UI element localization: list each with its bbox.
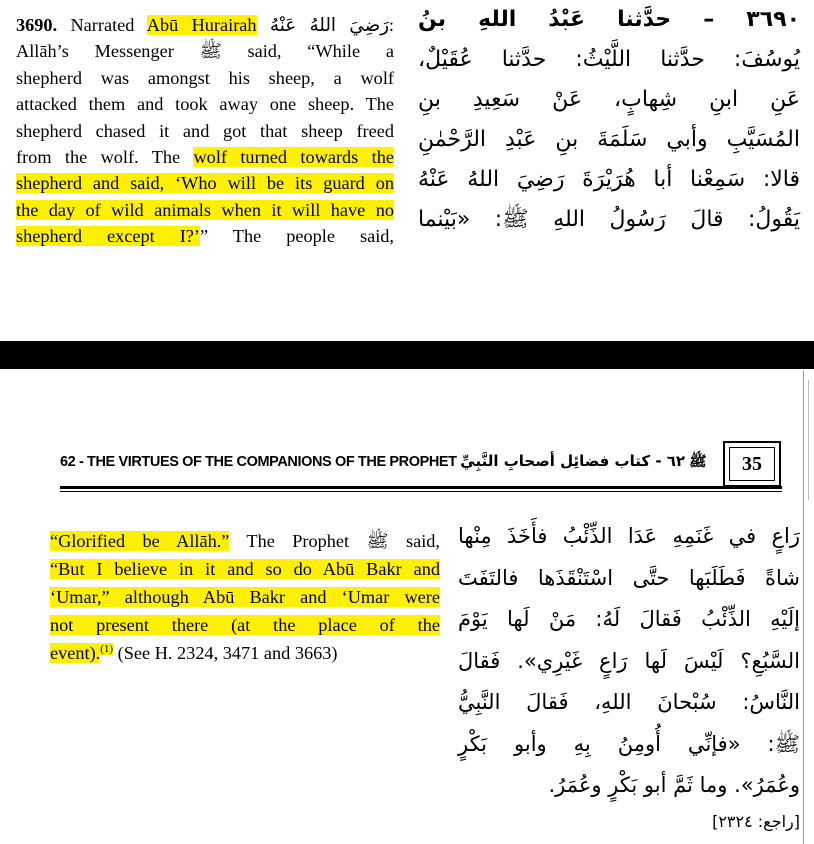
text-segment: from the wolf. The	[16, 147, 194, 168]
highlighted-text: Abū Hurairah	[146, 15, 257, 35]
top-arabic-line-1: ٣٦٩٠ – حدَّثنا عَبْدُ اللهِ بنُ	[418, 7, 800, 32]
top-line-1-rest	[70, 15, 394, 35]
scan-edge-line	[808, 380, 809, 500]
top-english-lines	[16, 38, 394, 249]
top-english-line-6	[16, 144, 394, 170]
top-arabic-line-3: عَنِ ابنِ شِهابٍ، عَنْ سَعِيدِ بنِ	[418, 87, 800, 112]
top-arabic-text	[418, 0, 800, 240]
chapter-header	[60, 452, 707, 474]
top-english-line-1	[16, 12, 394, 38]
highlighted-text: event).	[50, 643, 101, 663]
top-english-line-2	[16, 38, 394, 64]
top-english-line-9	[16, 223, 394, 249]
chapter-title-english: 62 - THE VIRTUES OF THE COMPANIONS OF THE PROPHET ﷺ	[60, 454, 707, 470]
bottom-arabic-line-1: رَاعٍ في غَنَمِهِ عَدَا الذِّئْبُ فأَخَذَ مِنْها	[458, 524, 800, 548]
text-segment: (See H. 2324, 3471 and 3663)	[113, 643, 338, 663]
bottom-arabic-line-7: وعُمَرُ». وما ثَمَّ أبو بَكْرٍ وعُمَرُ.	[548, 773, 800, 797]
highlighted-text: wolf turned towards the	[193, 147, 394, 168]
highlighted-text: (1)	[100, 642, 114, 655]
bottom-english-line-1	[50, 527, 440, 555]
top-arabic-line-4: المُسَيَّبِ وأبي سَلَمَةَ بنِ عَبْدِ الرَّحْمٰنِ	[418, 127, 800, 152]
top-arabic-line-6: يَقُولُ: قالَ رَسُولُ اللهِ ﷺ: «بَيْنما	[418, 207, 800, 232]
highlighted-text: shepherd except I?’	[16, 226, 201, 247]
highlighted-text: shepherd and said, ‘Who will be its guard on	[16, 173, 394, 194]
text-segment: shepherd chased it and got that sheep freed	[16, 120, 394, 141]
highlighted-text: ‘Umar,” although Abū Bakr and ‘Umar were	[50, 587, 440, 607]
bottom-arabic-text	[458, 516, 800, 807]
text-segment: Narrated	[70, 15, 147, 35]
top-arabic-line-2: يُوسُفَ: حدَّثنا اللَّيْثُ: حدَّثنا عُقَيْلٌ،	[418, 47, 800, 72]
chapter-title-arabic: ٦٢ - كتاب فضائِل أصحابِ النَّبِيِّ	[460, 452, 686, 470]
text-segment: رَضِيَ اللهُ عَنْهُ:	[256, 15, 394, 35]
bottom-arabic-line-2: شاةً فَطَلَبَها حتَّى اسْتَنْقَذَها فالتَفَتَ	[458, 565, 800, 590]
scan-edge-line	[803, 370, 804, 844]
top-english-line-3	[16, 65, 394, 91]
page-number: 35	[729, 447, 775, 481]
header-rule-thick	[60, 486, 782, 489]
bottom-arabic-line-4: السَّبُعِ؟ لَيْسَ لَها رَاعٍ غَيْرِي». فَقالَ	[458, 648, 800, 673]
bottom-arabic-line-6: ﷺ: «فإنِّي أُومِنُ بِهِ وأبو بَكْرٍ	[458, 731, 800, 756]
page-number-box	[723, 441, 781, 487]
bottom-arabic-line-5: النَّاسُ: سُبْحانَ اللهِ، فَقالَ النَّبِيُّ	[458, 690, 800, 714]
bottom-english-line-5	[50, 639, 440, 667]
bottom-english-line-4	[50, 611, 440, 639]
hadith-number: 3690.	[16, 15, 58, 35]
highlighted-text: “Glorified be Allāh.”	[50, 531, 230, 551]
top-english-text	[16, 12, 394, 250]
highlighted-text: “But I believe in it and so do Abū Bakr and	[50, 559, 440, 579]
top-english-line-5	[16, 118, 394, 144]
cross-reference: [راجع: ٢٣٢٤]	[712, 812, 800, 831]
text-segment: ” The people said,	[200, 226, 394, 247]
text-segment: Allāh’s Messenger ﷺ said, “While a	[16, 41, 394, 62]
text-segment: The Prophet ﷺ said,	[229, 531, 441, 551]
highlighted-text: the day of wild animals when it will have no	[16, 199, 394, 220]
top-english-line-7	[16, 170, 394, 196]
top-english-line-8	[16, 197, 394, 223]
text-segment: attacked them and took away one sheep. The	[16, 94, 394, 115]
bottom-english-text	[50, 527, 440, 667]
black-separator-band	[0, 341, 814, 369]
bottom-english-line-3	[50, 583, 440, 611]
text-segment: shepherd was amongst his sheep, a wolf	[16, 67, 394, 88]
bottom-arabic-line-3: إلَيْهِ الذِّئْبُ فَقالَ لَهُ: مَنْ لَها يَوْمَ	[458, 607, 800, 631]
bottom-english-line-2	[50, 555, 440, 583]
header-rule-thin	[60, 491, 782, 492]
top-english-line-4	[16, 91, 394, 117]
top-arabic-line-5: قالا: سَمِعْنا أبا هُرَيْرَةَ رَضِيَ اللهُ عَنْهُ	[418, 167, 800, 192]
highlighted-text: not present there (at the place of the	[50, 615, 440, 635]
